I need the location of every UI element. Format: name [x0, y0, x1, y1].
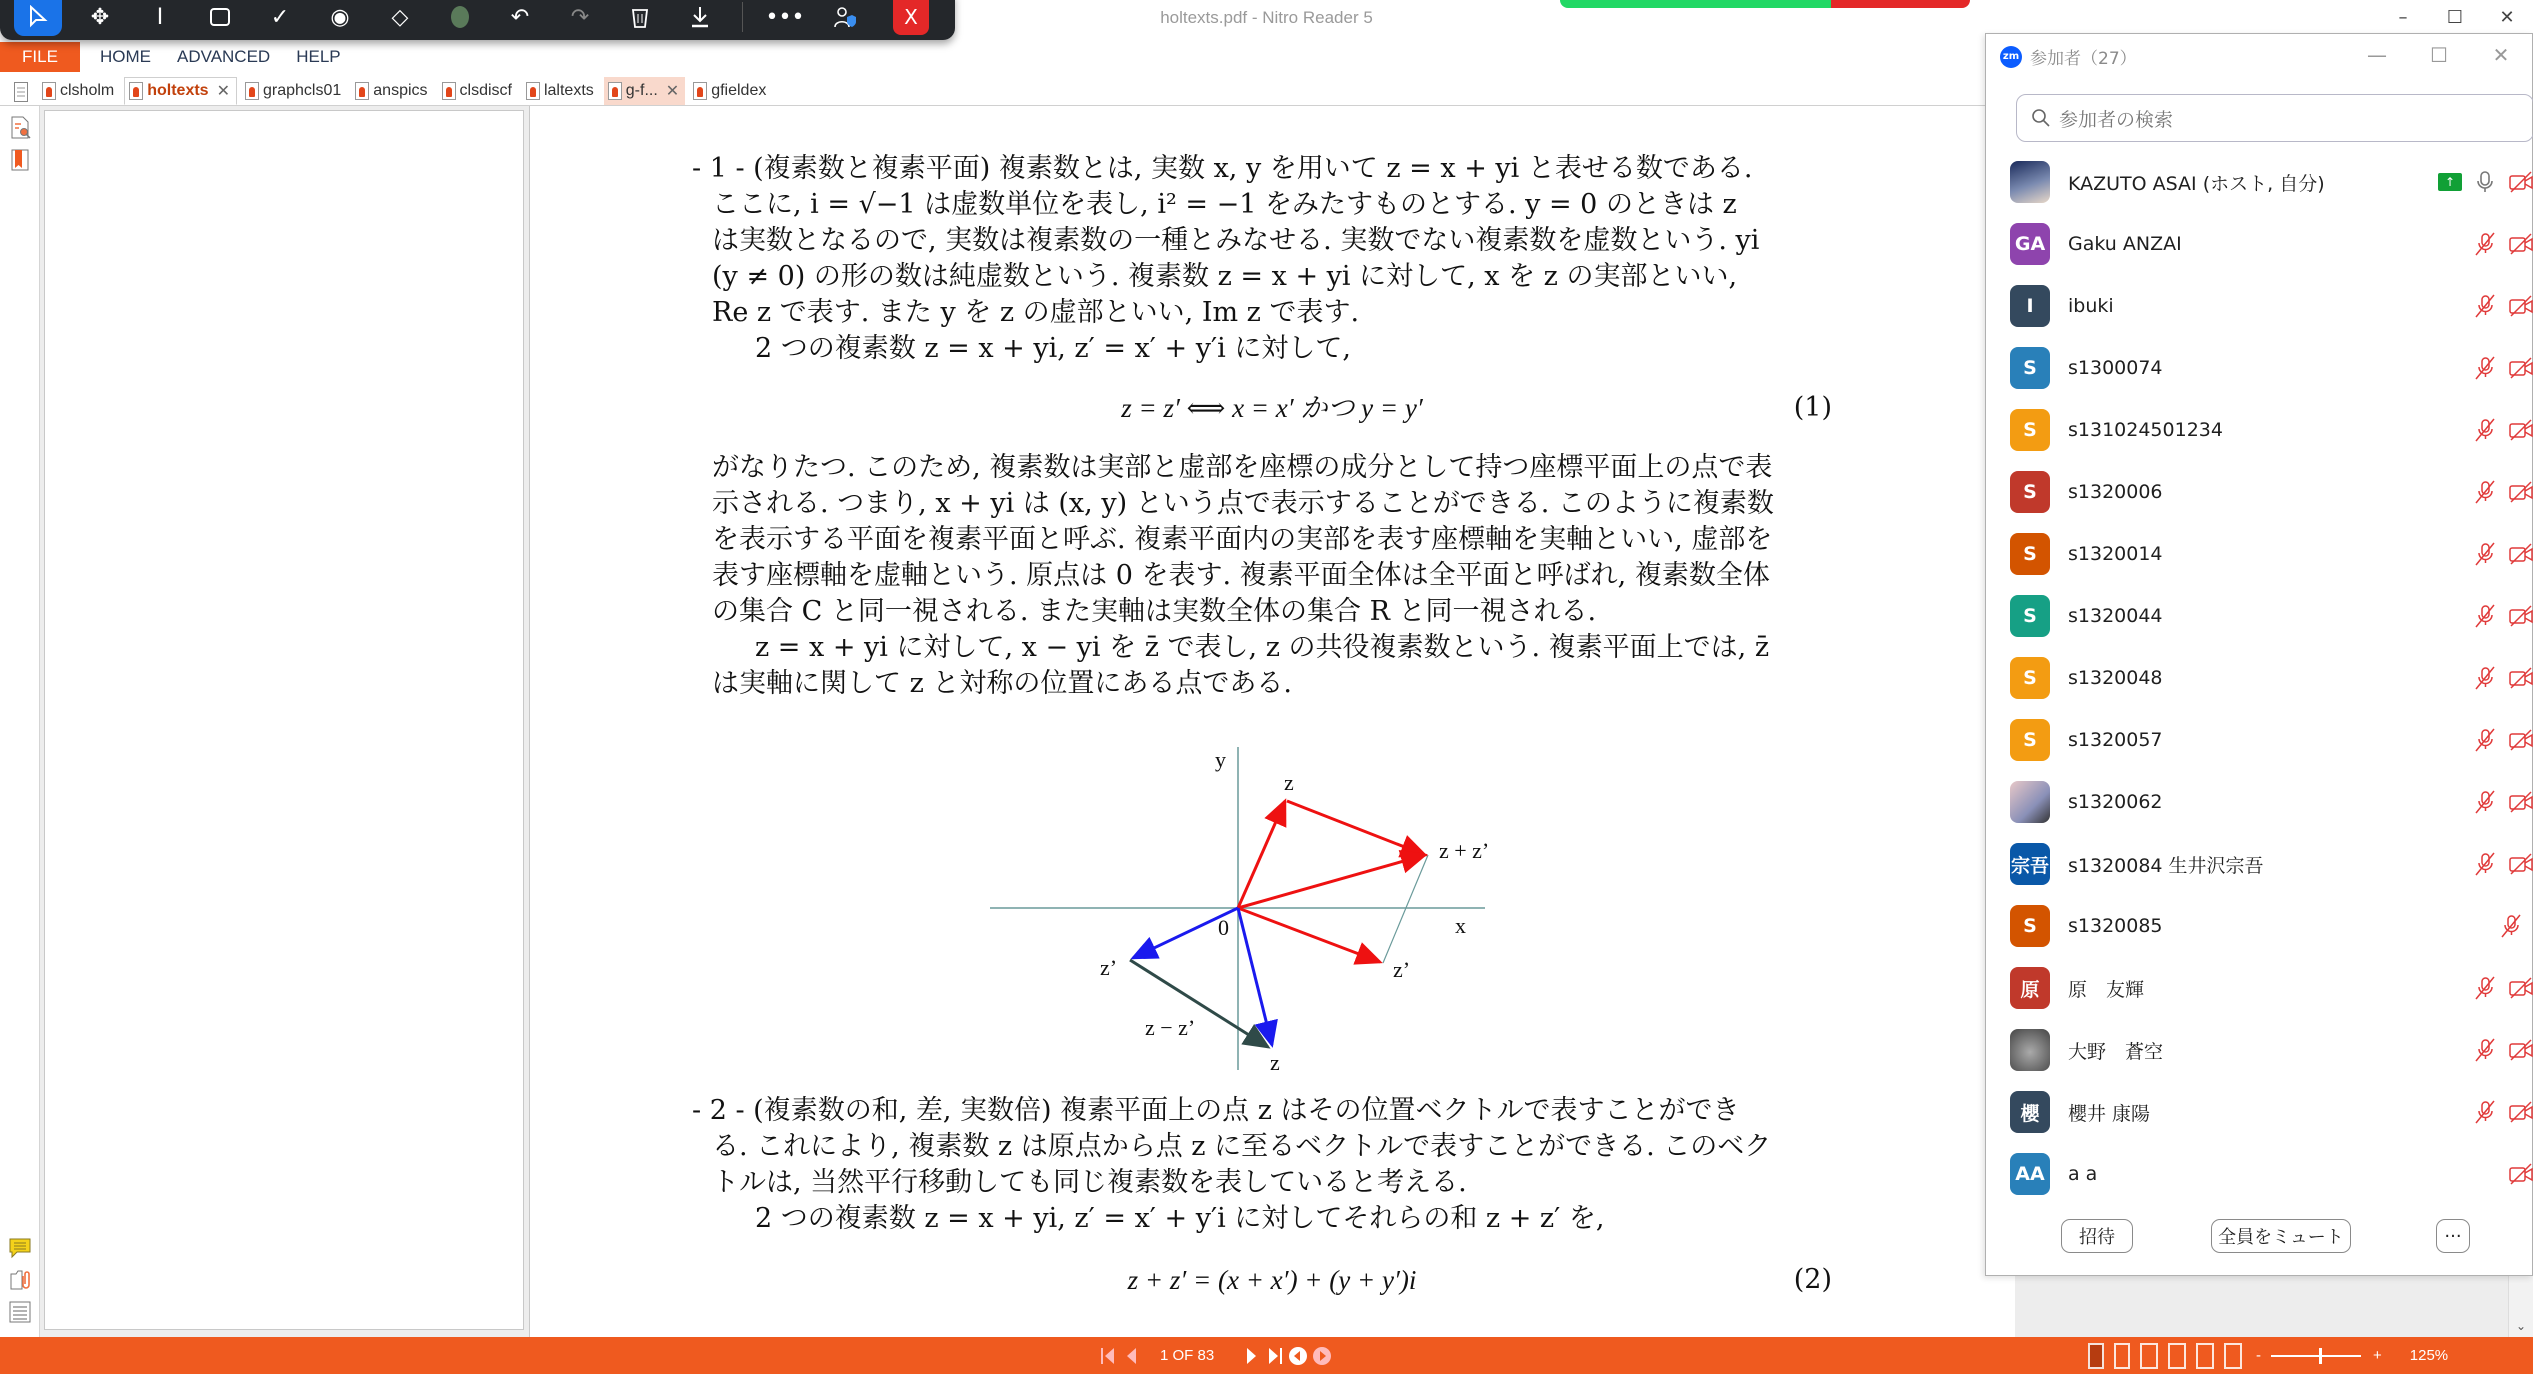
tab-label: g-f... [625, 82, 658, 99]
pdf-file-icon [442, 82, 456, 100]
participant-name: Gaku ANZAI [2068, 233, 2182, 255]
bookmark-icon[interactable] [8, 148, 32, 172]
participant-status-icons [2472, 727, 2533, 753]
participant-row[interactable] [1986, 585, 2533, 647]
search-placeholder: 参加者の検索 [2059, 108, 2174, 131]
redo-button[interactable] [550, 0, 610, 36]
eraser-icon: ◇ [391, 4, 409, 30]
microphone-on-icon[interactable] [2472, 169, 2498, 195]
participant-status-icons [2508, 1161, 2533, 1187]
participant-row[interactable] [1986, 337, 2533, 399]
doc-tab-laltexts[interactable] [522, 77, 600, 105]
search-icon [2031, 108, 2051, 128]
participant-name: 櫻井 康陽 [2068, 1102, 2151, 1125]
pdf-file-icon [42, 82, 56, 100]
video-off-icon[interactable] [2508, 541, 2533, 567]
video-off-icon[interactable] [2508, 417, 2533, 443]
section-1-line-6: 2 つの複素数 z = x + yi, z′ = x′ + y′i に対して, [755, 333, 1351, 364]
page-navigation [1100, 1337, 1332, 1374]
single-page-view-button[interactable] [2088, 1343, 2104, 1369]
more-options-button[interactable]: ··· [2436, 1219, 2470, 1253]
stamp-icon: ◉ [330, 4, 350, 30]
z-top-label: z [1284, 770, 1294, 795]
participant-row[interactable] [1986, 399, 2533, 461]
panel-minimize-button[interactable]: — [2367, 43, 2387, 67]
video-off-icon[interactable] [2508, 851, 2533, 877]
more-icon: ••• [765, 4, 805, 30]
equation-2 [712, 1262, 1832, 1299]
participant-row[interactable] [1986, 1019, 2533, 1081]
microphone-muted-icon[interactable] [2472, 1037, 2498, 1063]
participant-avatar: 櫻 [2010, 1091, 2050, 1133]
last-page-icon[interactable] [1266, 1346, 1284, 1366]
checkmark-tool[interactable] [250, 0, 310, 36]
microphone-muted-icon[interactable] [2498, 913, 2524, 939]
microphone-muted-icon[interactable] [2472, 355, 2498, 381]
advanced-menu-tab[interactable]: ADVANCED [177, 47, 271, 66]
checkmark-icon: ✓ [270, 4, 290, 30]
section-1-line-5: Re z で表す. また y を z の虚部といい, Im z で表す. [712, 297, 1360, 328]
participant-name: KAZUTO ASAI (ホスト, 自分) [2068, 172, 2325, 195]
complex-plane-diagram [985, 735, 1565, 1080]
section-2-line-3: トルは, 当然平行移動しても同じ複素数を表していると考える. [712, 1167, 1467, 1198]
video-off-icon[interactable] [2508, 727, 2533, 753]
undo-button[interactable] [490, 0, 550, 36]
participant-avatar: S [2010, 471, 2050, 513]
video-off-icon[interactable] [2508, 1037, 2533, 1063]
section-2-line-4: 2 つの複素数 z = x + yi, z′ = x′ + y′i に対してそれらの和 z + z′ を, [755, 1203, 1605, 1234]
participant-row[interactable] [1986, 771, 2533, 833]
participant-avatar [2010, 1029, 2050, 1071]
participant-avatar [2010, 161, 2050, 203]
video-off-icon[interactable] [2508, 789, 2533, 815]
participant-row[interactable] [1986, 647, 2533, 709]
scroll-down-arrow-icon[interactable]: ⌄ [2516, 1319, 2527, 1333]
video-off-icon[interactable] [2508, 975, 2533, 1001]
microphone-muted-icon[interactable] [2472, 293, 2498, 319]
video-off-icon[interactable] [2508, 1099, 2533, 1125]
participant-status-icons [2472, 293, 2533, 319]
status-bar [0, 1337, 2533, 1374]
zoom-level[interactable]: 125% [2409, 1347, 2449, 1364]
z-prime-right-label: z’ [1393, 957, 1411, 982]
back-view-icon[interactable] [1288, 1346, 1308, 1366]
microphone-muted-icon[interactable] [2472, 851, 2498, 877]
participant-status-icons [2472, 665, 2533, 691]
equation-2-number: (2) [1793, 1264, 1832, 1295]
microphone-muted-icon[interactable] [2472, 417, 2498, 443]
participants-footer [1986, 1219, 2533, 1259]
participant-name: s1320062 [2068, 791, 2163, 813]
zoom-out-button[interactable]: - [2256, 1347, 2261, 1364]
presentation-view-button[interactable] [2196, 1343, 2214, 1369]
zoom-logo-icon: zm [2000, 46, 2022, 68]
participant-row[interactable] [1986, 895, 2533, 957]
pdf-file-icon [245, 82, 259, 100]
doc-tab-g-f[interactable] [604, 77, 685, 105]
page-indicator[interactable]: 1 OF 83 [1160, 1347, 1215, 1364]
section-1-line-1: - 1 - (複素数と複素平面) 複素数とは, 実数 x, y を用いて z = x + yi と表せる数である. [692, 153, 1753, 184]
participant-avatar [2010, 781, 2050, 823]
mute-all-button[interactable]: 全員をミュート [2211, 1219, 2351, 1253]
participant-status-icons [2498, 913, 2533, 939]
paragraph-3-line-2: は実軸に関して z と対称の位置にある点である. [712, 668, 1292, 699]
paragraph-2-line-1: がなりたつ. このため, 複素数は実部と虚部を座標の成分として持つ座標平面上の点で表 [712, 452, 1773, 483]
section-1-line-4: (y ≠ 0) の形の数は純虚数という. 複素数 z = x + yi に対して, x を z の実部といい, [712, 261, 1738, 292]
zoom-in-button[interactable]: + [2373, 1347, 2382, 1364]
participant-status-icons [2472, 975, 2533, 1001]
home-menu-tab[interactable]: HOME [100, 47, 151, 66]
pdf-file-icon [693, 82, 707, 100]
more-options-button[interactable] [755, 0, 815, 36]
microphone-muted-icon[interactable] [2472, 231, 2498, 257]
z-prime-left-label: z’ [1100, 955, 1118, 980]
participant-row[interactable] [1986, 957, 2533, 1019]
participant-row[interactable] [1986, 151, 2533, 213]
equation-2-body: z + z′ = (x + x′) + (y + y′)i [1127, 1265, 1417, 1295]
select-pointer-tool[interactable] [14, 0, 62, 36]
sum-label: z + z’ [1439, 838, 1490, 863]
facing-view-button[interactable] [2140, 1343, 2158, 1369]
window-title: holtexts.pdf - Nitro Reader 5 [1160, 8, 1373, 27]
text-tool[interactable] [130, 0, 190, 36]
annotation-toolbar [0, 0, 955, 40]
microphone-muted-icon[interactable] [2472, 975, 2498, 1001]
pdf-file-icon [526, 82, 540, 100]
participant-avatar: I [2010, 285, 2050, 327]
participant-row[interactable] [1986, 213, 2533, 275]
next-page-icon[interactable] [1244, 1346, 1260, 1366]
origin-label: 0 [1218, 915, 1229, 940]
video-off-icon[interactable] [2508, 479, 2533, 505]
section-1-line-3: は実数となるので, 実数は複素数の一種とみなせる. 実数でない複素数を虚数という. yi [712, 225, 1760, 256]
doc-tab-clsholm[interactable] [38, 77, 120, 105]
participant-avatar: S [2010, 533, 2050, 575]
panel-maximize-button[interactable]: ☐ [2430, 43, 2448, 67]
video-off-icon[interactable] [2508, 231, 2533, 257]
attachments-icon[interactable] [8, 1268, 32, 1292]
participants-count-title: 参加者（27） [2030, 49, 2137, 69]
doc-tab-anspics[interactable] [351, 77, 433, 105]
participant-list [1986, 151, 2533, 1205]
tab-label: holtexts [147, 82, 209, 99]
previous-page-icon[interactable] [1122, 1346, 1138, 1366]
participant-name: s1320044 [2068, 605, 2163, 627]
participant-name: a a [2068, 1163, 2098, 1185]
tab-label: anspics [373, 82, 428, 99]
document-tabs-bar [0, 76, 1985, 106]
participant-avatar: S [2010, 595, 2050, 637]
participants-panel [1985, 33, 2533, 1276]
window-controls [2377, 2, 2533, 32]
video-off-icon[interactable] [2508, 665, 2533, 691]
participant-row[interactable] [1986, 1081, 2533, 1143]
microphone-muted-icon[interactable] [2472, 603, 2498, 629]
fullscreen-view-button[interactable] [2224, 1343, 2242, 1369]
participant-name: s1320085 [2068, 915, 2163, 937]
participant-status-icons [2472, 479, 2533, 505]
participant-name: s131024501234 [2068, 419, 2223, 441]
panel-window-controls [2346, 40, 2532, 70]
participant-avatar: S [2010, 347, 2050, 389]
doc-tab-gfieldex[interactable] [689, 77, 772, 105]
move-tool[interactable] [70, 0, 130, 36]
microphone-muted-icon[interactable] [2472, 789, 2498, 815]
color-swatch-icon [449, 5, 471, 29]
participant-avatar: 宗吾 [2010, 843, 2050, 885]
section-1-line-2: ここに, i = √−1 は虚数単位を表し, i² = −1 をみたすものとする. y = 0 のときは z [712, 189, 1737, 220]
facing-continuous-view-button[interactable] [2168, 1343, 2186, 1369]
rectangle-icon [209, 6, 231, 28]
pointer-icon [27, 5, 49, 29]
pdf-file-icon [355, 82, 369, 100]
search-document-icon[interactable] [8, 116, 32, 140]
participant-avatar: GA [2010, 223, 2050, 265]
video-off-icon[interactable] [2508, 1161, 2533, 1187]
participant-row[interactable] [1986, 461, 2533, 523]
microphone-muted-icon[interactable] [2472, 479, 2498, 505]
participant-name: s1320006 [2068, 481, 2163, 503]
equation-1 [712, 390, 1832, 427]
eraser-tool[interactable] [370, 0, 430, 36]
move-icon: ✥ [90, 4, 110, 30]
first-page-icon[interactable] [1100, 1346, 1116, 1366]
paragraph-3-line-1: z = x + yi に対して, x − yi を z̄ で表し, z の共役複素数という. 複素平面上では, z̄ [755, 632, 1770, 663]
stamp-tool[interactable] [310, 0, 370, 36]
close-button[interactable]: ✕ [2499, 6, 2515, 28]
download-icon [689, 5, 711, 29]
save-download-button[interactable] [670, 0, 730, 36]
z-bottom-label: z [1270, 1050, 1280, 1075]
participant-status-icons [2472, 417, 2533, 443]
doc-tab-graphcls01[interactable] [241, 77, 347, 105]
participant-name: 大野 蒼空 [2068, 1040, 2164, 1063]
file-menu-tab[interactable]: FILE [0, 42, 80, 72]
user-shield-icon [833, 5, 857, 29]
microphone-muted-icon[interactable] [2472, 1099, 2498, 1125]
view-mode-controls [2088, 1337, 2448, 1374]
participant-status-icons [2472, 789, 2533, 815]
tab-label: clsholm [60, 82, 115, 99]
equation-1-number: (1) [1793, 392, 1832, 423]
toolbar-divider [742, 2, 743, 32]
participant-name: s1320048 [2068, 667, 2163, 689]
section-2-line-2: る. これにより, 複素数 z は原点から点 z に至るベクトルで表すことができる. このベク [712, 1131, 1772, 1162]
participant-avatar: S [2010, 409, 2050, 451]
doc-tab-holtexts[interactable] [124, 77, 237, 105]
paragraph-2-line-2: 示される. つまり, x + yi は (x, y) という点で表示することができる. このように複素数 [712, 488, 1774, 519]
y-axis-label: y [1215, 747, 1226, 772]
participant-status-icons [2472, 541, 2533, 567]
microphone-muted-icon[interactable] [2472, 727, 2498, 753]
x-axis-label: x [1455, 913, 1466, 938]
video-off-icon[interactable] [2508, 603, 2533, 629]
paragraph-2-line-3: を表示する平面を複素平面と呼ぶ. 複素平面内の実部を表す座標軸を実軸といい, 虚部を [712, 524, 1773, 555]
participants-title-bar [2000, 44, 2137, 69]
participant-name: s1320084 生井沢宗吾 [2068, 854, 2264, 877]
outline-list-icon[interactable] [8, 1300, 32, 1324]
participant-avatar: AA [2010, 1153, 2050, 1195]
participant-row[interactable] [1986, 1143, 2533, 1205]
ribbon-menu [0, 42, 1985, 72]
audio-level-meter [1560, 0, 1970, 8]
participant-row[interactable] [1986, 275, 2533, 337]
participant-search-input[interactable] [2016, 94, 2533, 142]
participant-name: s1320057 [2068, 729, 2163, 751]
zoom-slider[interactable] [2271, 1346, 2361, 1366]
doc-tab-clsdiscf[interactable] [438, 77, 518, 105]
participant-avatar: S [2010, 719, 2050, 761]
paragraph-2-line-4: 表す座標軸を虚軸という. 原点は 0 を表す. 複素平面全体は全平面と呼ばれ, 複素数全体 [712, 560, 1770, 591]
participant-status-icons [2438, 169, 2533, 195]
minimize-button[interactable]: – [2398, 6, 2408, 28]
tab-label: gfieldex [711, 82, 767, 99]
microphone-muted-icon[interactable] [2472, 541, 2498, 567]
participant-status-icons [2472, 851, 2533, 877]
tab-label: laltexts [543, 82, 594, 99]
invite-button[interactable]: 招待 [2061, 1219, 2133, 1253]
close-toolbar-button[interactable]: X [893, 0, 929, 35]
forward-view-icon[interactable] [1312, 1346, 1332, 1366]
participant-name: ibuki [2068, 295, 2114, 317]
video-off-icon[interactable] [2508, 169, 2533, 195]
participant-row[interactable] [1986, 709, 2533, 771]
trash-icon [630, 5, 650, 29]
participant-name: s1320014 [2068, 543, 2163, 565]
participant-status-icons [2472, 1037, 2533, 1063]
participant-status-icons [2472, 355, 2533, 381]
text-cursor-icon: I [156, 4, 164, 30]
tab-label: clsdiscf [459, 82, 512, 99]
participant-row[interactable] [1986, 523, 2533, 585]
color-picker[interactable] [430, 0, 490, 36]
delete-button[interactable] [610, 0, 670, 36]
panel-close-button[interactable]: ✕ [2492, 43, 2510, 67]
participant-name: s1300074 [2068, 357, 2163, 379]
user-settings-button[interactable] [815, 0, 875, 36]
paragraph-2-line-5: の集合 C と同一視される. また実軸は実数全体の集合 R と同一視される. [712, 596, 1597, 627]
close-tab-icon[interactable]: ✕ [665, 83, 680, 100]
participant-status-icons [2472, 231, 2533, 257]
zoom-slider-thumb [2319, 1348, 2322, 1364]
continuous-view-button[interactable] [2114, 1343, 2130, 1369]
participant-name: 原 友輝 [2068, 978, 2145, 1001]
screen-share-icon: ↑ [2438, 173, 2462, 191]
comments-icon[interactable] [8, 1236, 32, 1260]
microphone-muted-icon[interactable] [2472, 665, 2498, 691]
help-menu-tab[interactable]: HELP [296, 47, 341, 66]
rectangle-tool[interactable] [190, 0, 250, 36]
participant-status-icons [2472, 1099, 2533, 1125]
participant-avatar: S [2010, 905, 2050, 947]
video-off-icon[interactable] [2508, 293, 2533, 319]
participant-status-icons [2472, 603, 2533, 629]
close-tab-icon[interactable]: ✕ [216, 83, 230, 100]
section-2-line-1: - 2 - (複素数の和, 差, 実数倍) 複素平面上の点 z はその位置ベクトルで表すことができ [692, 1095, 1740, 1126]
redo-icon: ↷ [570, 4, 590, 30]
equation-1-body: z = z′ ⟺ x = x′ かつ y = y′ [1121, 393, 1423, 423]
left-panel-strip [0, 106, 40, 1337]
participant-row[interactable] [1986, 833, 2533, 895]
participant-avatar: 原 [2010, 967, 2050, 1009]
pdf-file-icon [129, 82, 143, 100]
navigation-pane-content [44, 110, 524, 1330]
undo-icon: ↶ [510, 4, 530, 30]
participant-avatar: S [2010, 657, 2050, 699]
document-list-icon[interactable] [4, 79, 38, 105]
difference-label: z − z’ [1145, 1015, 1196, 1040]
pdf-file-icon [608, 82, 622, 100]
video-off-icon[interactable] [2508, 355, 2533, 381]
tab-label: graphcls01 [262, 82, 342, 99]
maximize-button[interactable]: ☐ [2446, 6, 2464, 28]
